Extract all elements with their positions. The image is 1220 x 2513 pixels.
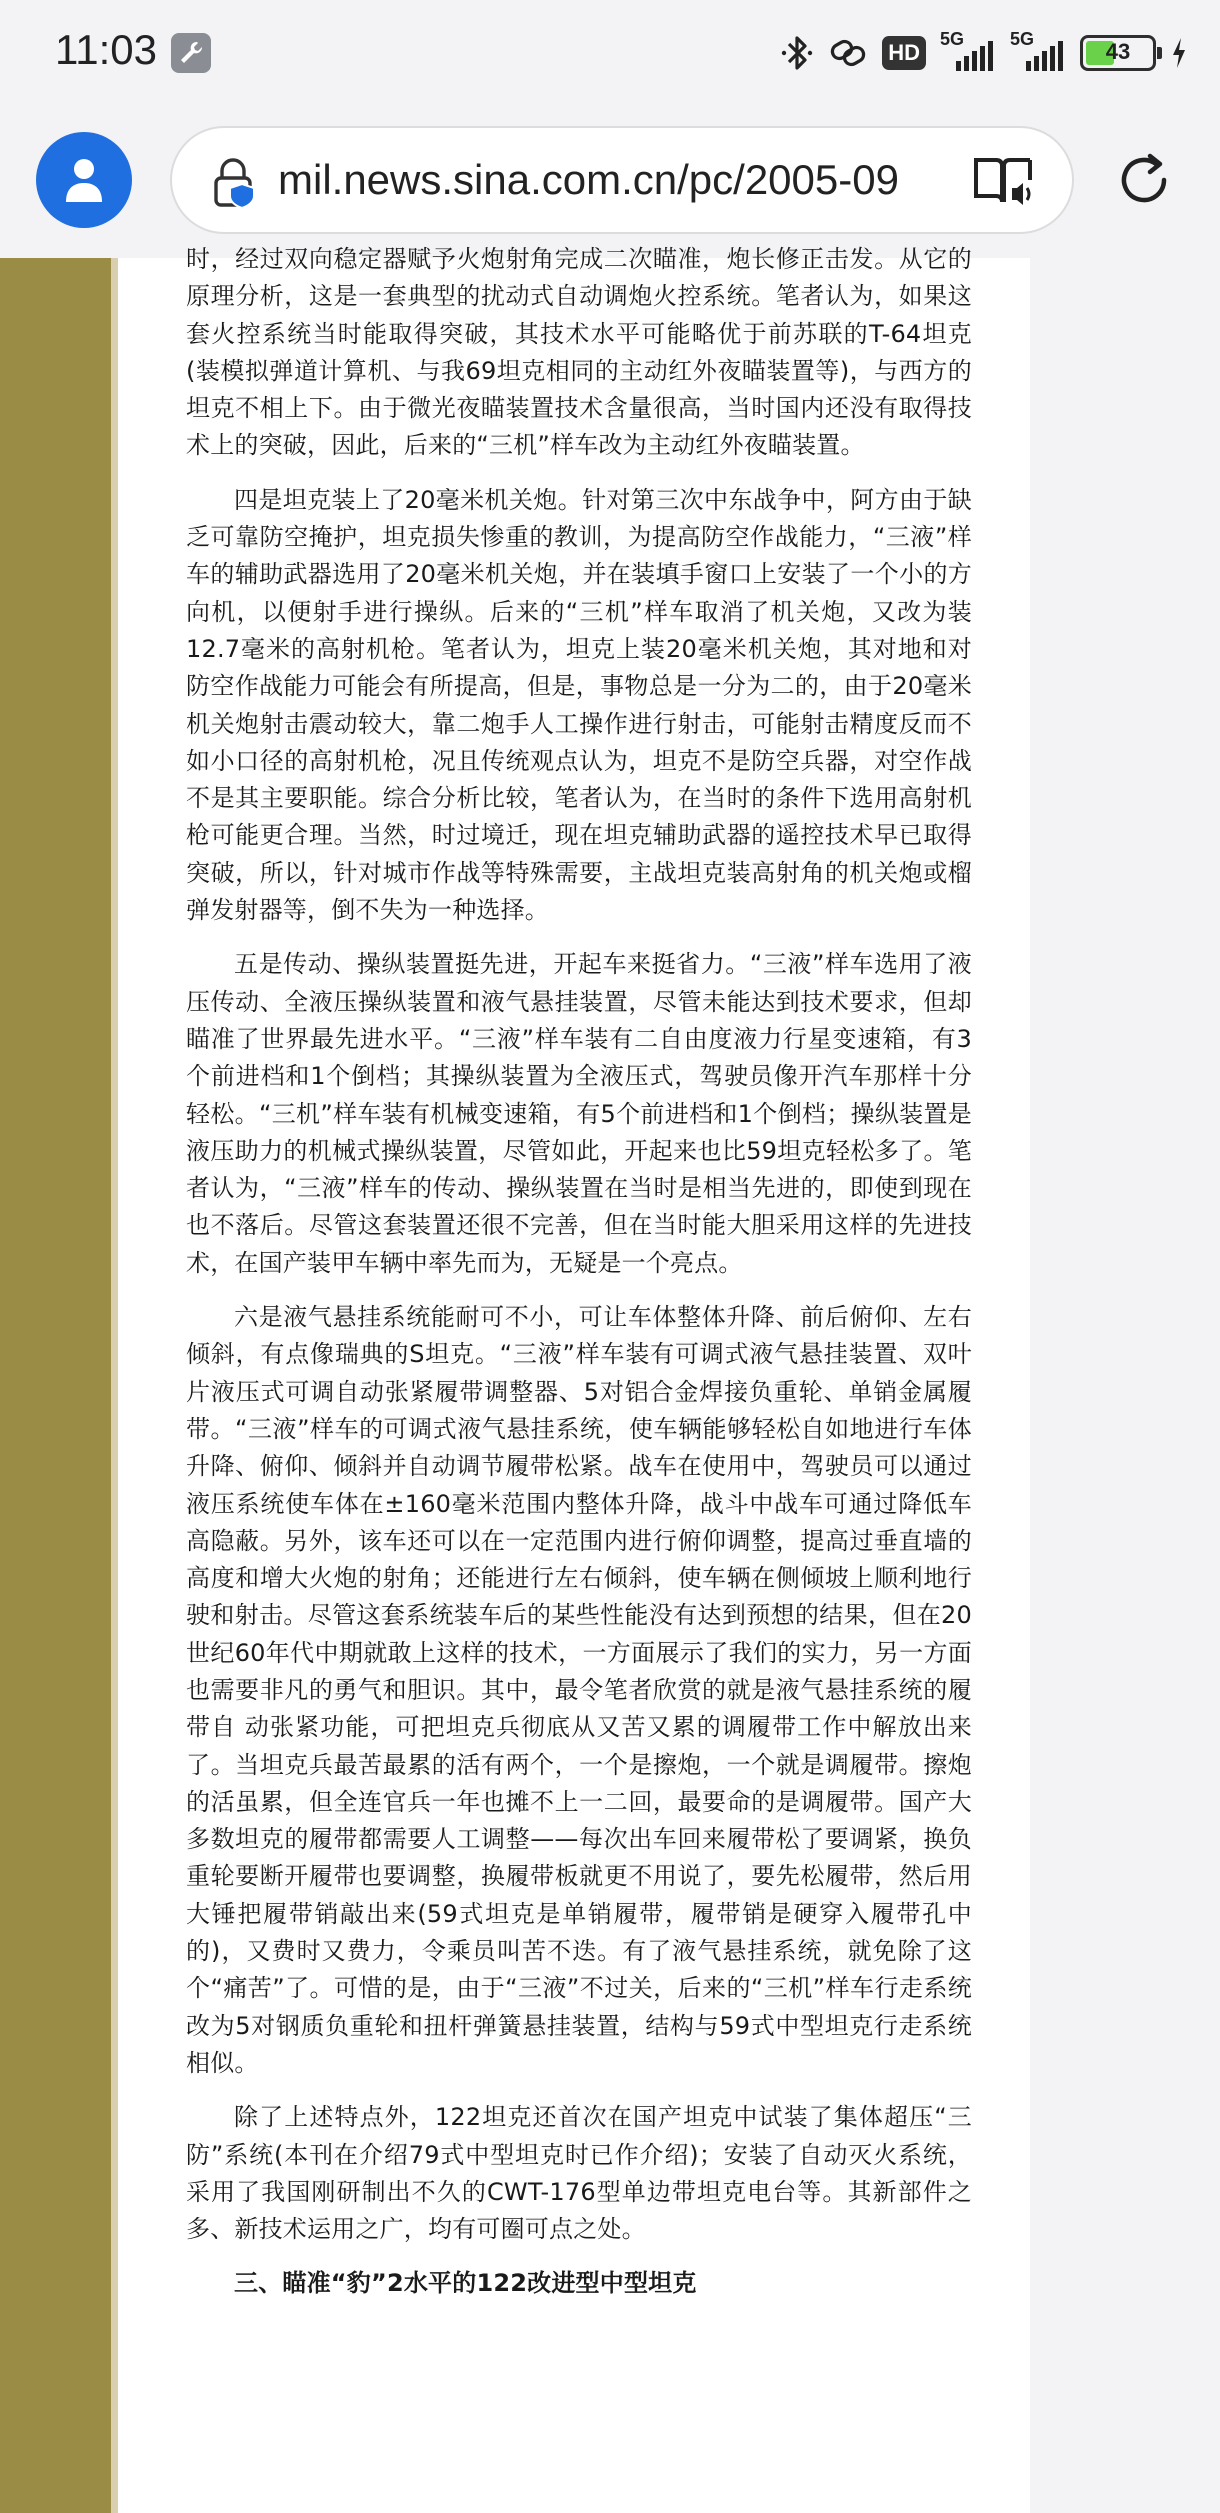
link-icon (828, 31, 868, 75)
reader-mode-icon[interactable] (972, 152, 1036, 212)
wrench-icon (171, 33, 211, 73)
article-body (186, 245, 973, 2320)
article-paragraph: 除了上述特点外，122坦克还首次在国产坦克中试装了集体超压“三防”系统(本刊在介绍79式中型坦克时已作介绍)；安装了自动灭火系统，采用了我国刚研制出不久的CWT-176型单边带坦克电台等。其新部件之多、新技术运用之广，均有可圈可点之处。 (186, 2103, 972, 2244)
sidebar-border-line (111, 258, 118, 2513)
battery-level: 43 (1105, 39, 1131, 64)
address-bar[interactable] (170, 126, 1074, 234)
url-text[interactable]: mil.news.sina.com.cn/pc/2005-09 (278, 156, 899, 203)
article-paragraph: 五是传动、操纵装置挺先进，开起车来挺省力。“三液”样车选用了液压传动、全液压操纵装置和液气悬挂装置，尽管未能达到技术要求，但却瞄准了世界最先进水平。“三液”样车装有二自由度液力行星变速箱，有3个前进档和1个倒档；其操纵装置为全液压式，驾驶员像开汽车那样十分轻松。“三机”样车装有机械变速箱，有5个前进档和1个倒档；操纵装置是液压助力的机械式操纵装置，尽管如此，开起来也比59坦克轻松多了。笔者认为，“三液”样车的传动、操纵装置在当时是相当先进的，即使到现在也不落后。尽管这套装置还很不完善，但在当时能大胆采用这样的先进技术，在国产装甲车辆中率先而为，无疑是一个亮点。 (186, 950, 972, 1277)
article-paragraph: 四是坦克装上了20毫米机关炮。针对第三次中东战争中，阿方由于缺乏可靠防空掩护，坦克损失惨重的教训，为提高防空作战能力，“三液”样车的辅助武器选用了20毫米机关炮，并在装填手窗口上安装了一个小的方向机，以便射手进行操纵。后来的“三机”样车取消了机关炮，又改为装12.7毫米的高射机枪。笔者认为，坦克上装20毫米机关炮，其对地和对防空作战能力可能会有所提高，但是，事物总是一分为二的，由于20毫米机关炮射击震动较大，靠二炮手人工操作进行射击，可能射击精度反而不如小口径的高射机枪，况且传统观点认为，坦克不是防空兵器，对空作战不是其主要职能。综合分析比较，笔者认为，在当时的条件下选用高射机枪可能更合理。当然，时过境迁，现在坦克辅助武器的遥控技术早已取得突破，所以，针对城市作战等特殊需要，主战坦克装高射角的机关炮或榴弹发射器等，倒不失为一种选择。 (186, 485, 972, 925)
security-lock-icon[interactable] (210, 156, 262, 214)
browser-toolbar (0, 112, 1220, 258)
article-paragraph: 时，经过双向稳定器赋予火炮射角完成二次瞄准，炮长修正击发。从它的原理分析，这是一套典型的扰动式自动调炮火控系统。笔者认为，如果这套火控系统当时能取得突破，其技术水平可能略优于前苏联的T-64坦克(装模拟弹道计算机、与我69坦克相同的主动红外夜瞄装置等)，与西方的坦克不相上下。由于微光夜瞄装置技术含量很高，当时国内还没有取得技术上的突破，因此，后来的“三机”样车改为主动红外夜瞄装置。 (186, 245, 972, 460)
reload-icon[interactable] (1112, 148, 1176, 216)
section-heading: 三、瞄准“豹”2水平的122改进型中型坦克 (234, 2269, 697, 2298)
article-paragraph: 六是液气悬挂系统能耐可不小，可让车体整体升降、前后俯仰、左右倾斜，有点像瑞典的S坦克。“三液”样车装有可调式液气悬挂装置、双叶片液压式可调自动张紧履带调整器、5对铝合金焊接负重轮、单销金属履带。“三液”样车的可调式液气悬挂系统，使车辆能够轻松自如地进行车体升降、俯仰、倾斜并自动调节履带松紧。战车在使用中，驾驶员可以通过液压系统使车体在±160毫米范围内整体升降，战斗中战车可通过降低车高隐蔽。另外，该车还可以在一定范围内进行俯仰调整，提高过垂直墙的高度和增大火炮的射角；还能进行左右倾斜，使车辆在侧倾坡上顺利地行驶和射击。尽管这套系统装车后的某些性能没有达到预想的结果，但在20世纪60年代中期就敢上这样的技术，一方面展示了我们的实力，另一方面也需要非凡的勇气和胆识。其中，最令笔者欣赏的就是液气悬挂系统的履带自 动张紧功能，可把坦克兵彻底从又苦又累的调履带工作中解放出来了。当坦克兵最苦最累的活有两个，一个是擦炮，一个就是调履带。擦炮的活虽累，但全连官兵一年也摊不上一二回，最要命的是调履带。国产大多数坦克的履带都需要人工调整——每次出车回来履带松了要调紧，换负重轮要断开履带也要调整，换履带板就更不用说了，要先松履带，然后用大锤把履带销敲出来(59式坦克是单销履带，履带销是硬穿入履带孔中的)，又费时又费力，令乘员叫苦不迭。有了液气悬挂系统，就免除了这个“痛苦”了。可惜的是，由于“三液”不过关，后来的“三机”样车行走系统改为5对钢质负重轮和扭杆弹簧悬挂装置，结构与59式中型坦克行走系统相似。 (186, 1303, 973, 2077)
status-time: 11:03 (55, 26, 157, 73)
signal-2-icon: 5G (1010, 31, 1066, 75)
battery-icon (1080, 31, 1156, 75)
status-bar (0, 0, 1220, 112)
hd-badge: HD (882, 36, 926, 70)
web-page[interactable] (0, 245, 1220, 2513)
status-icons (780, 30, 1188, 76)
article-column (118, 245, 1030, 2513)
signal-1-icon: 5G (940, 31, 996, 75)
bluetooth-icon (780, 31, 814, 75)
avatar-icon[interactable] (36, 132, 132, 228)
charging-icon (1170, 31, 1188, 75)
left-decorative-sidebar (0, 258, 111, 2513)
